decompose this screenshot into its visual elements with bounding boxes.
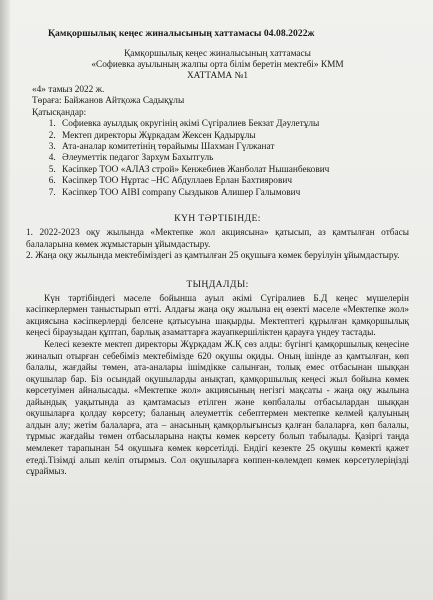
- heard-heading: ТЫҢДАЛДЫ:: [186, 278, 249, 290]
- minutes-body: [26, 294, 409, 479]
- list-item: 4. Әлеуметтік педагог Зархум Бахытгуль: [58, 153, 409, 164]
- page-fold-shadow: [0, 0, 10, 600]
- agenda-item: 1. 2022-2023 оқу жылында «Мектепке жол акциясына» қатысып, аз қамтылған отбасы балаларына көмек жұмыстарын ұйымдастыру.: [26, 228, 409, 250]
- paragraph: Келесі кезекте мектеп директоры Жұрқадам Ж.Қ сөз алды: бүгінгі қамқоршылық кеңесіне жиналып отырған себебіміз мектебімізде 620 оқушы оқиды. Оның ішінде аз қамтылған, көп балалы, жағдайы төмен, ата-аналары ішімдікке салынған, толық емес отбасынан шыққан оқушылар бар. Біз осындай оқушыларды анықтап, қамқоршылық кеңесі жыл бойына көмек көрсетуімен айналысады. «Мектепке жол» акциясының негізгі мақсаты - жаңа оқу жылына дайындық уақытында аз қамтамасыз етілген және көпбалалы отбасылардан шыққан оқушыларға қолдау көрсету; баланың әлеуметтік себептермен мектепке келмей қалуының алдын алу; жетім балаларға, ата – анасының қамқорлығынсыз қалған балаларға, көп балалы, тұрмыс жағдайы төмен отбасыларына нақты көмек көрсету болып табылады. Қазіргі таңда мемлекет тарапынан 54 оқушыға көмек көрсетілді. Ендігі кезекте 25 оқушы көмекті қажет етеді.Тізімді алып келіп отырмыз. Сол оқушыларға көппен-көлемдеп көмек көрсетулеріңізді сұраймыз.: [26, 340, 409, 478]
- list-item: 3. Ата-аналар комитетінің төрайымы Шахман Гүлжанат: [58, 142, 409, 153]
- chair-line: Төраға: Байжанов Айтқожа Садықұлы: [32, 96, 185, 107]
- attendee-list: [26, 119, 409, 199]
- agenda-list: [26, 228, 409, 263]
- protocol-number: ХАТТАМА №1: [186, 71, 249, 81]
- agenda-item: 2. Жаңа оқу жылында мектебіміздегі аз қамтылған 25 оқушыға көмек беруілуін ұйымдастыру.: [26, 251, 400, 262]
- protocol-header: [26, 49, 409, 82]
- meeting-date: «4» тамыз 2022 ж.: [32, 85, 105, 95]
- list-item: 7. Кәсіпкер ТОО AIBI company Сыздыков Алишер Галымович: [58, 188, 409, 199]
- school-name: «Софиевка ауылының жалпы орта білім беретін мектебі» КММ: [91, 60, 344, 70]
- list-item: 1. Софиевка ауылдық округінің әкімі Сүгіралиев Бекзат Дәулетұлы: [58, 119, 409, 130]
- document-title: Қамқоршылық кеңес жиналысының хаттамасы 04.08.2022ж: [48, 28, 315, 39]
- header-line-1: Қамқоршылық кеңес жиналысының хаттамасы: [124, 49, 311, 59]
- paragraph: Күн тәртібіндегі мәселе бойынша ауыл әкімі Сүгіралиев Б.Д кеңес мүшелерін кәсіпкерлермен таныстырып өтті. Алдағы жаңа оқу жылына ең өзекті мәселе «Мектепке жол» акциясына кәсіпкерлерді белсене қатысуына шақырды. Мектептегі құрылған қамқоршылық кеңесі біраузыдан құптап, барлық азаматтарға жауапкершіліктен қарауға үндеу тастады.: [26, 293, 409, 339]
- list-item: 6. Кәсіпкер ТОО Нұртас –НС Абдуллаев Ерлан Бахтиярович: [58, 176, 409, 187]
- list-item: 5. Кәсіпкер ТОО «АЛАЗ строй» Кенжебиев Жанболат Нышанбекович: [58, 165, 409, 176]
- list-item: 2. Мектеп директоры Жұрқадам Жексен Қадырұлы: [58, 131, 409, 142]
- attendees-label: Қатысқандар:: [32, 107, 87, 118]
- agenda-heading: КҮН ТӘРТІБІНДЕ:: [174, 213, 261, 225]
